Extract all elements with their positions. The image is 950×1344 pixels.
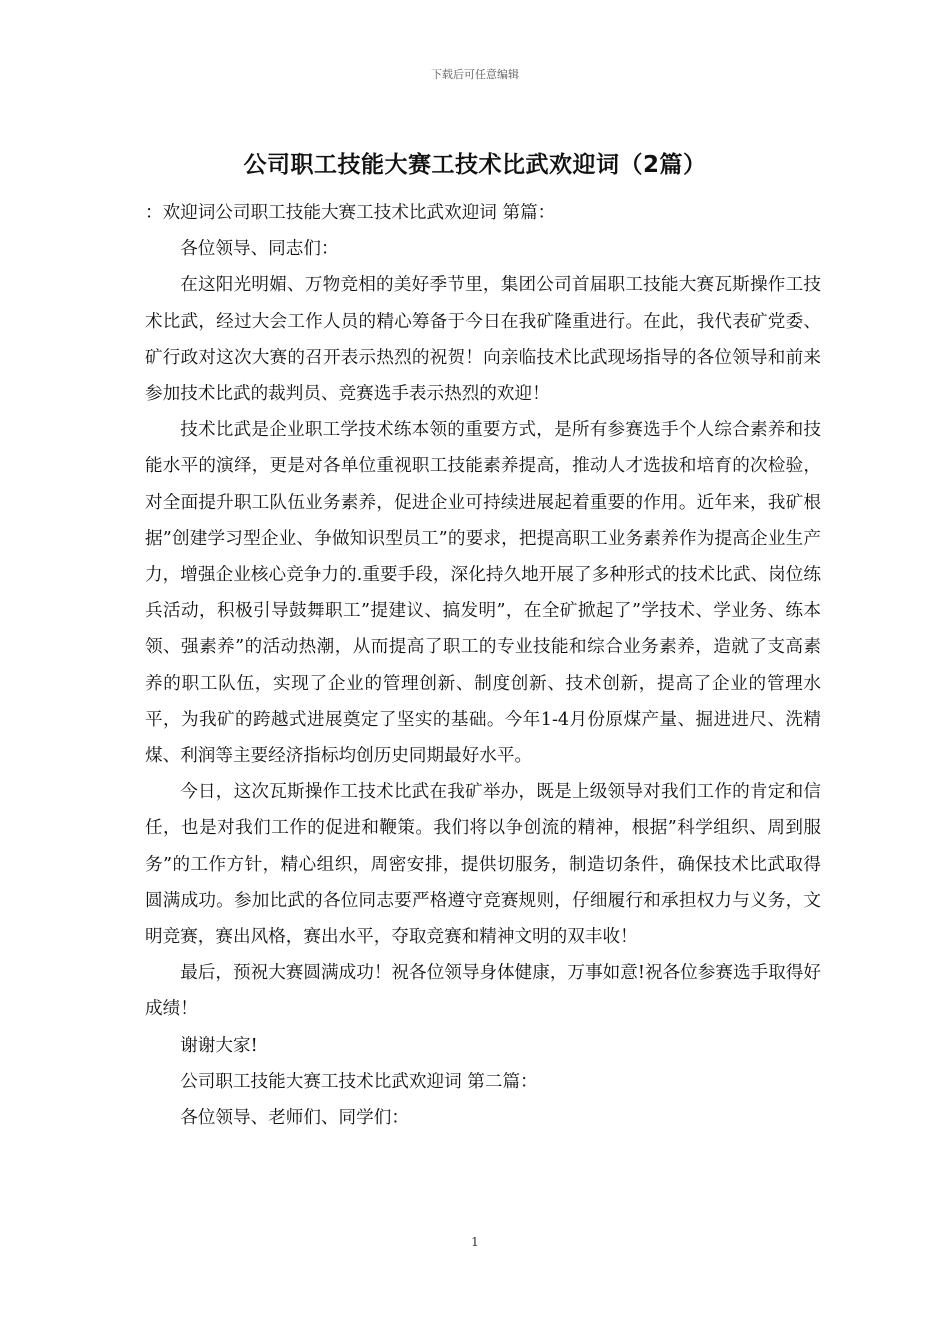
document-title: 公司职工技能大赛工技术比武欢迎词（2篇） — [243, 152, 707, 178]
paragraph-greeting: 各位领导、同志们： — [180, 239, 339, 260]
paragraph: 技术比武是企业职工学技术练本领的重要方式，是所有参赛选手个人综合素养和技能水平的演绎，更是对各单位重视职工技能素养提高，推动人才选拔和培育的次检验，对全面提升职工队伍业务素养，促进企业可持续进展起着重要的作用。近年来，我矿根据”创建学习型企业、争做知识型员工”的要求，把提高职工业务素养作为提高企业生产力，增强企业核心竞争力的.重要手段，深化持久地开展了多种形式的技术比武、岗位练兵活动，积极引导鼓舞职工”提建议、搞发明”，在全矿掀起了”学技术、学业务、练本领、强素养”的活动热潮，从而提高了职工的专业技能和综合业务素养，造就了支高素养的职工队伍，实现了企业的管理创新、制度创新、技术创新，提高了企业的管理水平，为我矿的跨越式进展奠定了坚实的基础。今年1-4月份原煤产量、掘进进尺、洗精煤、利润等主要经济指标均创历史同期最好水平。 — [145, 420, 821, 767]
paragraph-intro: ：欢迎词公司职工技能大赛工技术比武欢迎词 第篇： — [145, 203, 556, 223]
paragraph: 在这阳光明媚、万物竞相的美好季节里，集团公司首届职工技能大赛瓦斯操作工技术比武，经过大会工作人员的精心筹备于今日在我矿隆重进行。在此，我代表矿党委、矿行政对这次大赛的召开表示热烈的祝贺！向亲临技术比武现场指导的各位领导和前来参加技术比武的裁判员、竞赛选手表示热烈的欢迎！ — [145, 275, 821, 405]
paragraph-thanks: 谢谢大家! — [180, 1035, 258, 1056]
paragraph-greeting: 各位领导、老师们、同学们： — [180, 1108, 409, 1129]
document-body — [145, 195, 821, 1136]
page-number: 1 — [471, 1235, 479, 1249]
paragraph: 今日，这次瓦斯操作工技术比武在我矿举办，既是上级领导对我们工作的肯定和信任，也是对我们工作的促进和鞭策。我们将以争创流的精神，根据”科学组织、周到服务”的工作方针，精心组织，周密安排，提供切服务，制造切条件，确保技术比武取得圆满成功。参加比武的各位同志要严格遵守竞赛规则，仔细履行和承担权力与义务，文明竞赛，赛出风格，赛出水平，夺取竞赛和精神文明的双丰收！ — [145, 782, 821, 948]
paragraph-section-heading: 公司职工技能大赛工技术比武欢迎词 第二篇： — [180, 1071, 538, 1092]
page-header: 下载后可任意编辑 — [431, 68, 519, 81]
paragraph: 最后，预祝大赛圆满成功！祝各位领导身体健康，万事如意!祝各位参赛选手取得好成绩！ — [145, 963, 821, 1020]
